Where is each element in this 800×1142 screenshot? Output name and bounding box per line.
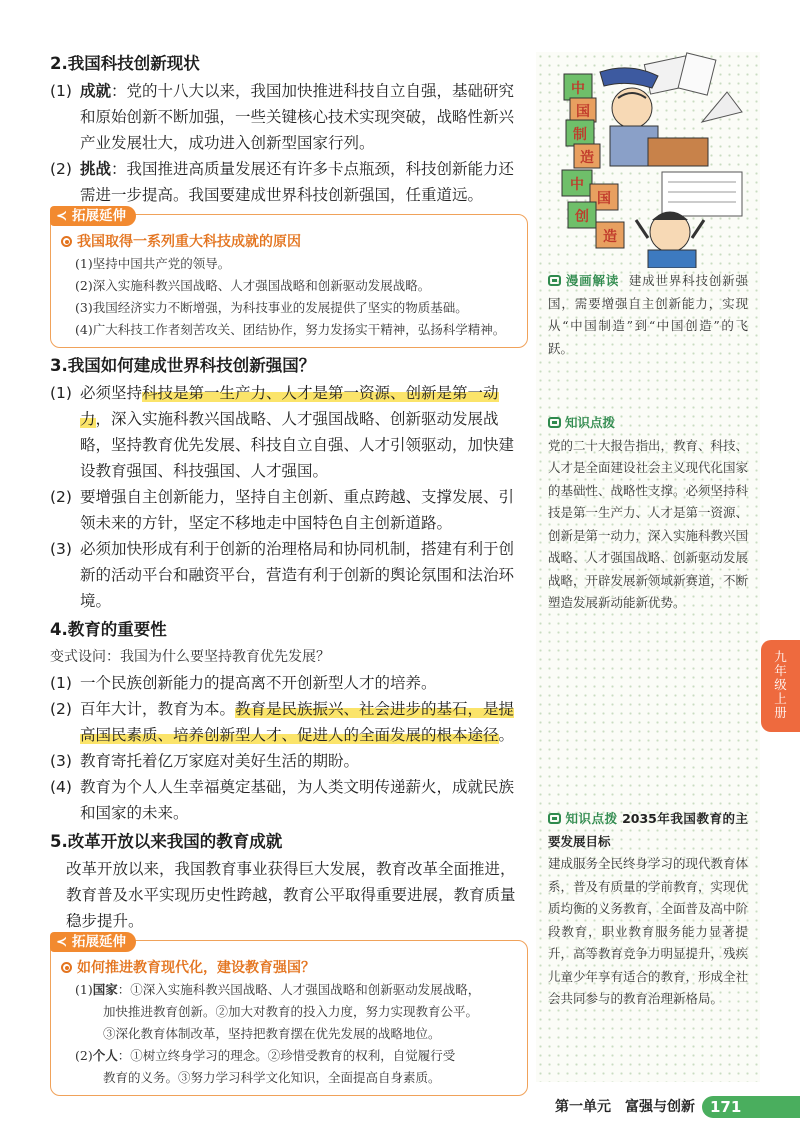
unit-title: 富强与创新 (625, 1099, 695, 1115)
s4-item-2: (2) 百年大计，教育为本。教育是民族振兴、社会进步的基石，是提高国民素质、培养创新型人才、促进人的全面发展的根本途径。 (50, 700, 515, 744)
item-text: ：党的十八大以来，我国加快推进科技自立自强，基础研究和原始创新不断加强，一些关键核心技术实现突破，战略性新兴产业发展壮大，成功进入创新型国家行列。 (80, 82, 515, 152)
item-label: 成就 (80, 82, 112, 100)
s3-item-3: (3) 必须加快形成有利于创新的治理格局和协同机制，搭建有利于创新的活动平台和融资平台，营造有利于创新的舆论氛围和法治环境。 (50, 540, 515, 610)
page-footer (555, 1096, 695, 1118)
s2-item-2 (50, 156, 528, 208)
item-number: (2) (50, 160, 72, 178)
item-label: 挑战 (80, 160, 112, 178)
note-icon (548, 275, 561, 286)
extension-line: 教育的义务。③努力学习科学文化知识，全面提高自身素质。 (103, 1070, 441, 1085)
main-content (50, 48, 528, 1100)
page-number: 171 (702, 1096, 800, 1118)
s4-item-4: (4) 教育为个人人生幸福奠定基础，为人类文明传递薪火，成就民族和国家的未来。 (50, 778, 515, 822)
cartoon-illustration (552, 52, 752, 268)
cartoon-char: 创 (575, 209, 589, 225)
section-title-4: 4.教育的重要性 (50, 620, 167, 639)
cartoon-char: 制 (573, 127, 587, 143)
extension-tag: ≺ 拓展延伸 (50, 932, 136, 952)
extension-line: 加快推进教育创新。②加大对教育的投入力度，努力实现教育公平。 (103, 1004, 479, 1019)
extension-box-2 (50, 934, 528, 1096)
cartoon-char: 中 (570, 177, 584, 193)
note-icon (548, 813, 561, 824)
cartoon-char: 国 (597, 191, 611, 207)
variant-question: 变式设问：我国为什么要坚持教育优先发展？ (50, 649, 330, 665)
target-icon (61, 236, 72, 247)
extension-line: (1)坚持中国共产党的领导。 (75, 256, 231, 271)
highlight: 教育是民族振兴、社会进步的基石，是提高国民素质、培养创新型人才、促进人的全面发展的根本途径 (80, 700, 515, 744)
highlight: 科技是第一生产力、人才是第一资源、创新是第一动力 (80, 384, 499, 428)
target-icon (61, 962, 72, 973)
share-icon: ≺ (56, 934, 73, 950)
section-title-5: 5.改革开放以来我国的教育成就 (50, 832, 283, 851)
extension-line: (2)个人：①树立终身学习的理念。②珍惜受教育的权利，自觉履行受 (75, 1048, 456, 1063)
extension-heading: 我国取得一系列重大科技成就的原因 (61, 231, 517, 253)
cartoon-char: 造 (603, 229, 617, 245)
cartoon-char: 造 (580, 150, 594, 166)
extension-line: (1)国家：①深入实施科教兴国战略、人才强国战略和创新驱动发展战略， (75, 982, 481, 997)
extension-line: (4)广大科技工作者刻苦攻关、团结协作，努力发扬实干精神，弘扬科学精神。 (75, 322, 506, 337)
item-text: ：我国推进高质量发展还有许多卡点瓶颈，科技创新能力还需进一步提高。我国要建成世界科技创新强国，任重道远。 (80, 160, 515, 204)
s4-item-3: (3) 教育寄托着亿万家庭对美好生活的期盼。 (50, 752, 360, 770)
s4-item-1: (1) 一个民族创新能力的提高离不开创新型人才的培养。 (50, 674, 437, 692)
side-note-cartoon: 漫画解读 建成世界科技创新强国，需要增强自主创新能力，实现从“中国制造”到“中国创造”的飞跃。 (548, 273, 748, 356)
extension-heading: 如何推进教育现代化，建设教育强国？ (61, 957, 517, 979)
extension-line: (2)深入实施科教兴国战略、人才强国战略和创新驱动发展战略。 (75, 278, 431, 293)
s3-item-2: (2) 要增强自主创新能力，坚持自主创新、重点跨越、支撑发展、引领未来的方针，坚定不移地走中国特色自主创新道路。 (50, 488, 515, 532)
extension-tag: ≺ 拓展延伸 (50, 206, 136, 226)
s2-item-1 (50, 78, 528, 156)
item-number: (1) (50, 82, 72, 100)
extension-line: (3)我国经济实力不断增强，为科技事业的发展提供了坚实的物质基础。 (75, 300, 468, 315)
share-icon: ≺ (56, 208, 73, 224)
note-icon (548, 417, 561, 428)
s3-item-1: (1) 必须坚持科技是第一生产力、人才是第一资源、创新是第一动力，深入实施科教兴国战略、人才强国战略、创新驱动发展战略，坚持教育优先发展、科技自立自强、人才引领驱动，加快建设教育强国、科技强国、人才强国。 (50, 384, 515, 480)
extension-line: ③深化教育体制改革，坚持把教育摆在优先发展的战略地位。 (103, 1026, 441, 1041)
unit-label: 第一单元 (555, 1099, 611, 1115)
side-note-knowledge-1: 知识点拨 党的二十大报告指出，教育、科技、人才是全面建设社会主义现代化国家的基础性、战略性支撑。必须坚持科技是第一生产力、人才是第一资源、创新是第一动力，深入实施科教兴国战略、人才强国战略、创新驱动发展战略，开辟发展新领域新赛道，不断塑造发展新动能新优势。 (548, 415, 749, 610)
cartoon-char: 国 (576, 104, 590, 120)
side-note-knowledge-2: 知识点拨 2035年我国教育的主要发展目标 建成服务全民终身学习的现代教育体系，普及有质量的学前教育，实现优质均衡的义务教育，全面普及高中阶段教育，职业教育服务能力显著提升，高等教育竞争力明显提升，残疾儿童少年享有适合的教育，形成全社会共同参与的教育治理新格局。 (548, 811, 749, 1006)
grade-tab: 九年级上册 (761, 640, 800, 732)
section-title-3: 3.我国如何建成世界科技创新强国？ (50, 356, 316, 375)
extension-box-1 (50, 208, 528, 348)
cartoon-char: 中 (571, 81, 585, 97)
s5-paragraph: 改革开放以来，我国教育事业获得巨大发展，教育改革全面推进，教育普及水平实现历史性跨越，教育公平取得重要进展，教育质量稳步提升。 (66, 860, 516, 930)
section-title-2: 2.我国科技创新现状 (50, 54, 200, 73)
